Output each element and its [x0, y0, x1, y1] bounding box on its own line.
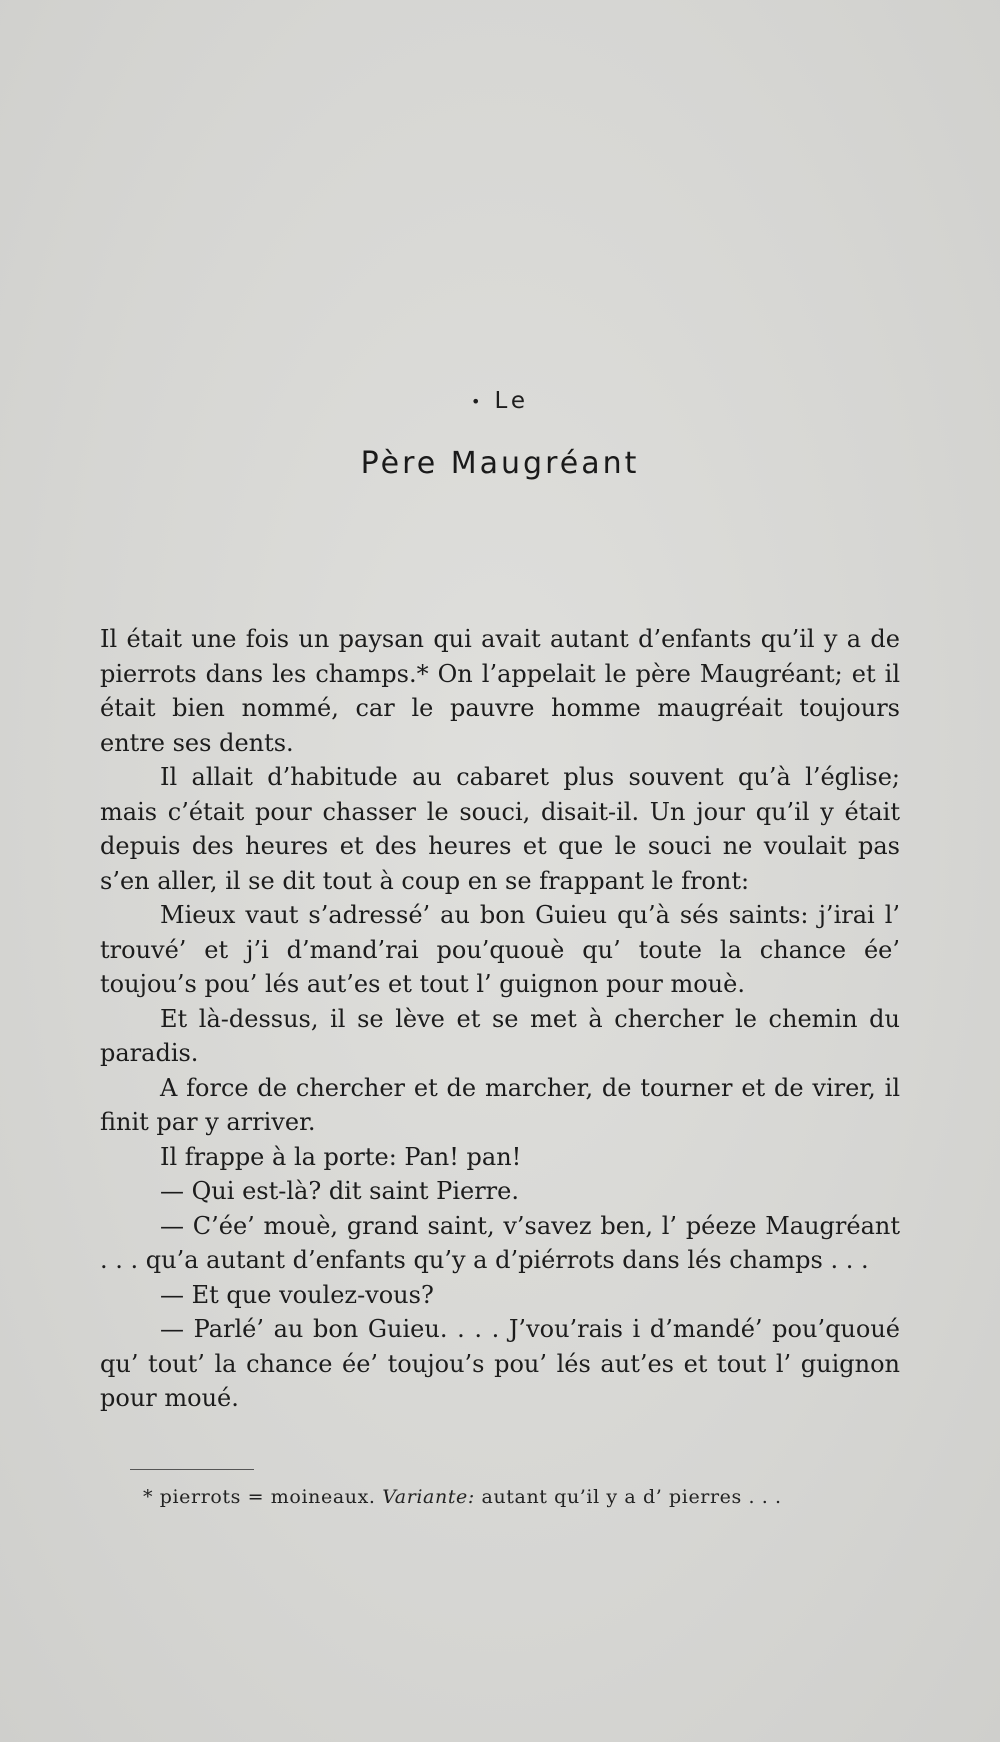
paragraph-5: A force de chercher et de marcher, de tourner et de virer, il finit par y arriver. [100, 1073, 900, 1136]
paragraph-3: Mieux vaut s’adressé’ au bon Guieu qu’à sés saints: j’irai l’ trouvé’ et j’i d’mand’rai pou’quouè qu’ toute la chance ée’ toujou’s pou’ lés aut’es et tout l’ guignon pour mouè. [100, 901, 900, 998]
paragraph-4: Et là-dessus, il se lève et se met à chercher le chemin du paradis. [100, 1004, 900, 1067]
footnote-variant-label: Variante: [382, 1486, 475, 1508]
paragraph-8: — C’ée’ mouè, grand saint, v’savez ben, l’ péeze Maugréant . . . qu’a autant d’enfants qu’y a d’piérrots dans lés champs . . . [100, 1211, 900, 1274]
paragraph-1: Il était une fois un paysan qui avait autant d’enfants qu’il y a de pierrots dans les champs.* On l’appelait le père Maugréant; et il était bien nommé, car le pauvre homme maugréait toujours entre ses dents. [100, 625, 900, 757]
story-body [100, 622, 900, 1416]
paragraph-10: — Parlé’ au bon Guieu. . . . J’vou’rais i d’mandé’ pou’quoué qu’ tout’ la chance ée’ toujou’s pou’ lés aut’es et tout l’ guignon pour moué. [100, 1315, 900, 1412]
paragraph-2: Il allait d’habitude au cabaret plus souvent qu’à l’église; mais c’était pour chasser le souci, disait-il. Un jour qu’il y était depuis des heures et des heures et que le souci ne voulait pas s’en aller, il se dit tout à coup en se frappant le front: [100, 763, 900, 895]
paragraph-7: — Qui est-là? dit saint Pierre. [160, 1177, 519, 1205]
footnote-text: * pierrots = moineaux. [143, 1486, 376, 1508]
footnote-divider [130, 1469, 254, 1470]
paragraph-9: — Et que voulez-vous? [160, 1280, 434, 1309]
title-article-text: Le [494, 388, 529, 414]
footnote-variant-text: autant qu’il y a d’ pierres . . . [481, 1486, 782, 1508]
paragraph-6: Il frappe à la porte: Pan! pan! [160, 1142, 522, 1171]
title-article [0, 388, 1000, 414]
title-bullet-mark: • [471, 392, 485, 411]
page-title: Père Maugréant [360, 446, 640, 481]
footnote [143, 1484, 903, 1510]
